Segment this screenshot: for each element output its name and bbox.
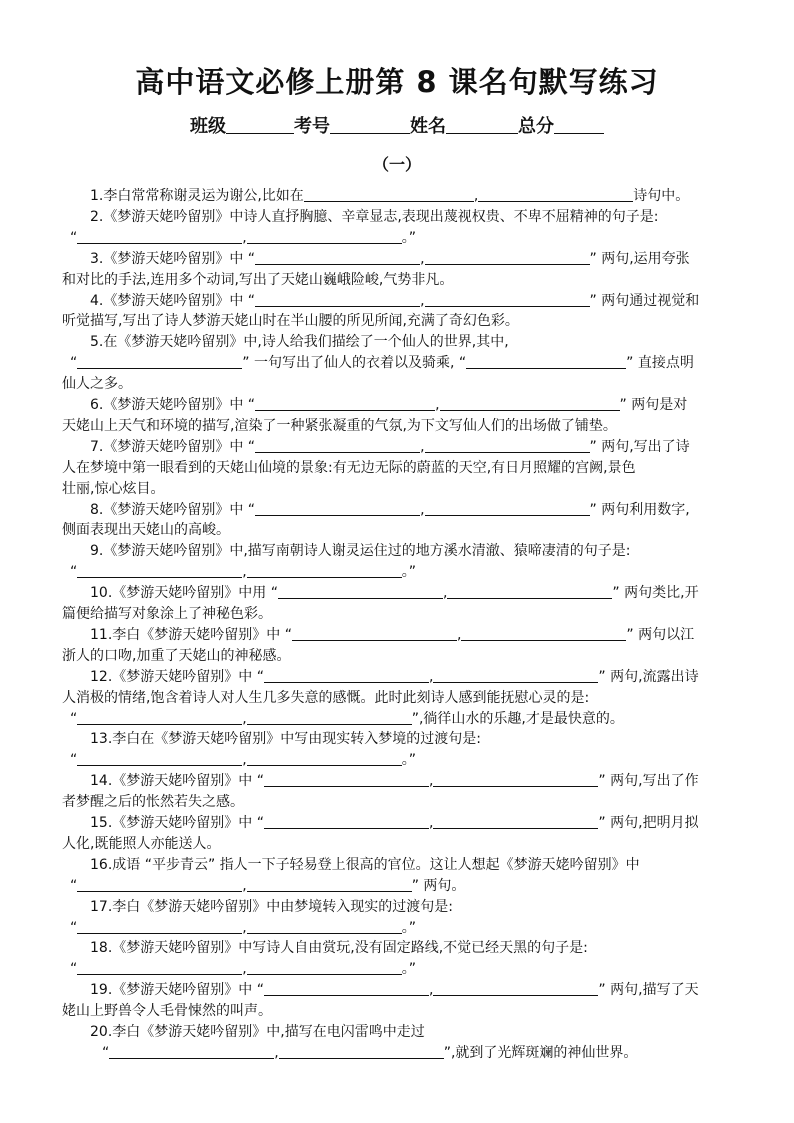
answer-blank[interactable] [77, 353, 242, 369]
question-line [62, 310, 734, 332]
question-text: , [473, 188, 479, 204]
question-text: “ [70, 710, 78, 727]
question-text: 天姥山上天气和环境的描写,渲染了一种紧张凝重的气氛,为下文写仙人们的出场做了铺垫。 [62, 417, 617, 434]
answer-blank[interactable] [278, 583, 443, 599]
question-text: 12.《梦游天姥吟留别》中 “ [90, 668, 264, 685]
question-text: ” 两句是对 [619, 397, 688, 413]
question-text: 2.《梦游天姥吟留别》中诗人直抒胸臆、辛章显志,表现出蔑视权贵、不卑不屈精神的句子是: [90, 208, 659, 225]
question-text: 和对比的手法,连用多个动词,写出了天姥山巍峨险峻,气势非凡。 [62, 271, 454, 288]
question-line [90, 1021, 762, 1043]
header-field-blank[interactable] [554, 115, 604, 134]
question-text: 5.在《梦游天姥吟留别》中,诗人给我们描绘了一个仙人的世界,其中, [90, 334, 509, 351]
header-field-blank[interactable] [446, 115, 518, 134]
answer-blank[interactable] [247, 918, 402, 934]
question-text: 。” [401, 919, 416, 936]
question-text: 人在梦境中第一眼看到的天姥山仙境的景象:有无边无际的蔚蓝的天空,有日月照耀的宫阙,景色 [62, 459, 636, 476]
question-text: 19.《梦游天姥吟留别》中 “ [90, 982, 264, 999]
question-line [70, 749, 742, 771]
header-field-label: 姓名 [410, 116, 446, 137]
answer-blank[interactable] [478, 186, 633, 202]
question-text: 浙人的口吻,加重了天姥山的神秘感。 [62, 647, 291, 664]
answer-blank[interactable] [255, 249, 420, 265]
answer-blank[interactable] [255, 437, 420, 453]
answer-blank[interactable] [247, 750, 402, 766]
question-text: , [435, 397, 440, 413]
question-text: , [428, 668, 434, 685]
question-text: 。” [401, 564, 416, 581]
question-line [62, 457, 734, 479]
answer-blank[interactable] [433, 667, 598, 683]
answer-blank[interactable] [255, 291, 420, 307]
question-text: “ [70, 229, 78, 246]
question-text: “ [70, 877, 78, 894]
question-text: , [420, 501, 425, 518]
question-text: ” 两句,描写了天 [598, 982, 699, 999]
question-text: “ [70, 919, 78, 936]
answer-blank[interactable] [425, 437, 590, 453]
question-line [70, 917, 742, 939]
question-text: 14.《梦游天姥吟留别》中 “ [90, 773, 264, 790]
answer-blank[interactable] [447, 583, 612, 599]
question-line [62, 645, 734, 667]
question-text: ” 直接点明 [626, 355, 694, 372]
question-text: 人消极的情绪,饱含着诗人对人生几多失意的感慨。此时此刻诗人感到能抚慰心灵的是: [62, 689, 590, 706]
answer-blank[interactable] [425, 291, 590, 307]
question-text: ” 两句利用数字, [589, 501, 690, 518]
question-text: 诗句中。 [633, 188, 690, 204]
question-text: , [242, 752, 247, 769]
question-text: 仙人之多。 [62, 376, 132, 393]
answer-blank[interactable] [77, 750, 242, 766]
question-text: 17.李白《梦游天姥吟留别》中由梦境转入现实的过渡句是: [90, 898, 453, 915]
question-text: 1.李白常常称谢灵运为谢公,比如在 [90, 188, 304, 204]
question-text: ” 两句,写出了作 [598, 773, 699, 790]
question-line [90, 290, 762, 312]
answer-blank[interactable] [425, 500, 590, 516]
answer-blank[interactable] [440, 395, 620, 411]
question-text: , [242, 919, 247, 936]
answer-blank[interactable] [255, 395, 435, 411]
question-text: ” 两句,流露出诗 [598, 668, 699, 685]
question-text: , [428, 982, 434, 999]
question-text: 。” [401, 752, 416, 769]
question-text: “ [70, 752, 78, 769]
answer-blank[interactable] [264, 813, 429, 829]
question-text: 人化,既能照人亦能送人。 [62, 835, 221, 852]
question-text: , [242, 229, 247, 246]
question-line [90, 499, 762, 521]
answer-blank[interactable] [279, 1043, 444, 1059]
question-text: , [442, 585, 448, 602]
question-line [90, 854, 762, 876]
question-text: , [242, 961, 247, 978]
question-text: 10.《梦游天姥吟留别》中用 “ [90, 585, 278, 602]
answer-blank[interactable] [433, 771, 598, 787]
header-field-label: 总分 [518, 116, 554, 137]
question-line [90, 979, 762, 1001]
question-line [70, 352, 742, 374]
answer-blank[interactable] [264, 667, 429, 683]
question-text: , [420, 250, 425, 267]
answer-blank[interactable] [247, 709, 412, 725]
question-text: , [420, 292, 425, 309]
question-text: 18.《梦游天姥吟留别》中写诗人自由赏玩,没有固定路线,不觉已经天黑的句子是: [90, 940, 588, 957]
question-text: 20.李白《梦游天姥吟留别》中,描写在电闪雷鸣中走过 [90, 1024, 425, 1040]
answer-blank[interactable] [77, 959, 242, 975]
question-line [90, 728, 762, 750]
question-line [62, 519, 734, 541]
question-line [62, 1000, 734, 1022]
question-line [90, 812, 762, 834]
answer-blank[interactable] [425, 249, 590, 265]
question-line [90, 896, 762, 918]
answer-blank[interactable] [77, 228, 242, 244]
answer-blank[interactable] [292, 625, 457, 641]
section-heading: （一） [372, 155, 421, 174]
answer-blank[interactable] [264, 771, 429, 787]
question-text: , [456, 626, 462, 643]
question-line [90, 624, 762, 646]
question-line [90, 540, 762, 562]
question-text: 侧面表现出天姥山的高峻。 [62, 522, 230, 539]
question-text: 听觉描写,写出了诗人梦游天姥山时在半山腰的所见所闻,充满了奇幻色彩。 [62, 313, 519, 330]
question-line [90, 331, 762, 353]
question-text: , [242, 877, 247, 894]
question-line [90, 770, 762, 792]
answer-blank[interactable] [77, 709, 242, 725]
question-text: ” 一句写出了仙人的衣着以及骑乘, “ [242, 355, 467, 372]
question-text: “ [70, 355, 78, 372]
question-line [62, 833, 734, 855]
question-line [62, 791, 734, 813]
question-text: , [274, 1044, 279, 1061]
question-text: 9.《梦游天姥吟留别》中,描写南朝诗人谢灵运住过的地方溪水清澈、猿啼凄清的句子是: [90, 543, 631, 560]
question-text: 姥山上野兽令人毛骨悚然的叫声。 [62, 1003, 272, 1020]
question-text: ” 两句以江 [626, 626, 695, 643]
question-line [62, 687, 734, 709]
question-text: 4.《梦游天姥吟留别》中 “ [90, 292, 256, 309]
question-text: ” 两句,把明月拟 [598, 815, 699, 831]
question-text: 者梦醒之后的怅然若失之感。 [62, 794, 244, 811]
question-text: 。” [401, 961, 416, 978]
question-text: “ [70, 961, 78, 978]
question-text: 6.《梦游天姥吟留别》中 “ [90, 397, 256, 413]
header-fields [0, 112, 794, 138]
question-line [62, 269, 734, 291]
question-line [102, 1042, 774, 1064]
answer-blank[interactable] [109, 1043, 274, 1059]
question-text: , [242, 710, 247, 727]
question-text: 篇便给描写对象涂上了神秘色彩。 [62, 606, 272, 622]
question-text: ” 两句,写出了诗 [589, 438, 690, 455]
question-text: 8.《梦游天姥吟留别》中 “ [90, 501, 256, 518]
answer-blank[interactable] [255, 500, 420, 516]
question-text: , [420, 438, 425, 455]
question-text: 15.《梦游天姥吟留别》中 “ [90, 815, 264, 831]
question-line [90, 937, 762, 959]
answer-blank[interactable] [304, 186, 474, 202]
question-text: , [428, 815, 434, 831]
page-title: 高中语文必修上册第 8 课名句默写练习 [135, 65, 659, 99]
question-line [90, 394, 762, 416]
answer-blank[interactable] [433, 980, 598, 996]
answer-blank[interactable] [461, 625, 626, 641]
question-text: , [242, 564, 247, 581]
question-line [62, 415, 734, 437]
question-line [90, 436, 762, 458]
question-text: ”,就到了光辉斑斓的神仙世界。 [443, 1044, 638, 1061]
answer-blank[interactable] [466, 353, 626, 369]
question-text: ” 两句。 [411, 877, 466, 894]
header-field-label: 班级 [190, 116, 226, 137]
question-text: “ [102, 1044, 110, 1061]
question-line [70, 958, 742, 980]
question-text: , [428, 773, 434, 790]
question-line [62, 373, 734, 395]
question-text: “ [70, 564, 78, 581]
question-line [90, 248, 762, 270]
question-line [70, 875, 742, 897]
header-field-blank[interactable] [330, 115, 410, 134]
question-text: 16.成语 “平步青云” 指人一下子轻易登上很高的官位。这让人想起《梦游天姥吟留别》中 [90, 856, 640, 873]
question-text: ”,徜徉山水的乐趣,才是最快意的。 [411, 710, 624, 727]
question-line [70, 227, 742, 249]
answer-blank[interactable] [433, 813, 598, 829]
question-line [90, 582, 762, 604]
question-line [90, 666, 762, 688]
answer-blank[interactable] [247, 562, 402, 578]
question-text: ” 两句类比,开 [612, 585, 699, 602]
answer-blank[interactable] [77, 562, 242, 578]
question-line [90, 185, 762, 207]
question-text: 。” [401, 229, 416, 246]
question-line [62, 603, 734, 625]
question-text: ” 两句通过视觉和 [589, 292, 700, 309]
answer-blank[interactable] [77, 918, 242, 934]
question-text: 7.《梦游天姥吟留别》中 “ [90, 438, 256, 455]
answer-blank[interactable] [247, 228, 402, 244]
question-text: 壮丽,惊心炫目。 [62, 480, 165, 497]
answer-blank[interactable] [247, 959, 402, 975]
answer-blank[interactable] [264, 980, 429, 996]
question-text: ” 两句,运用夸张 [589, 250, 690, 267]
question-line [62, 478, 734, 500]
header-field-label: 考号 [294, 116, 330, 137]
question-text: 3.《梦游天姥吟留别》中 “ [90, 250, 256, 267]
question-text: 11.李白《梦游天姥吟留别》中 “ [90, 626, 292, 643]
question-line [70, 708, 742, 730]
answer-blank[interactable] [247, 876, 412, 892]
question-text: 13.李白在《梦游天姥吟留别》中写由现实转入梦境的过渡句是: [90, 731, 481, 748]
header-field-blank[interactable] [226, 115, 294, 134]
question-line [90, 206, 762, 228]
answer-blank[interactable] [77, 876, 242, 892]
question-line [70, 561, 742, 583]
